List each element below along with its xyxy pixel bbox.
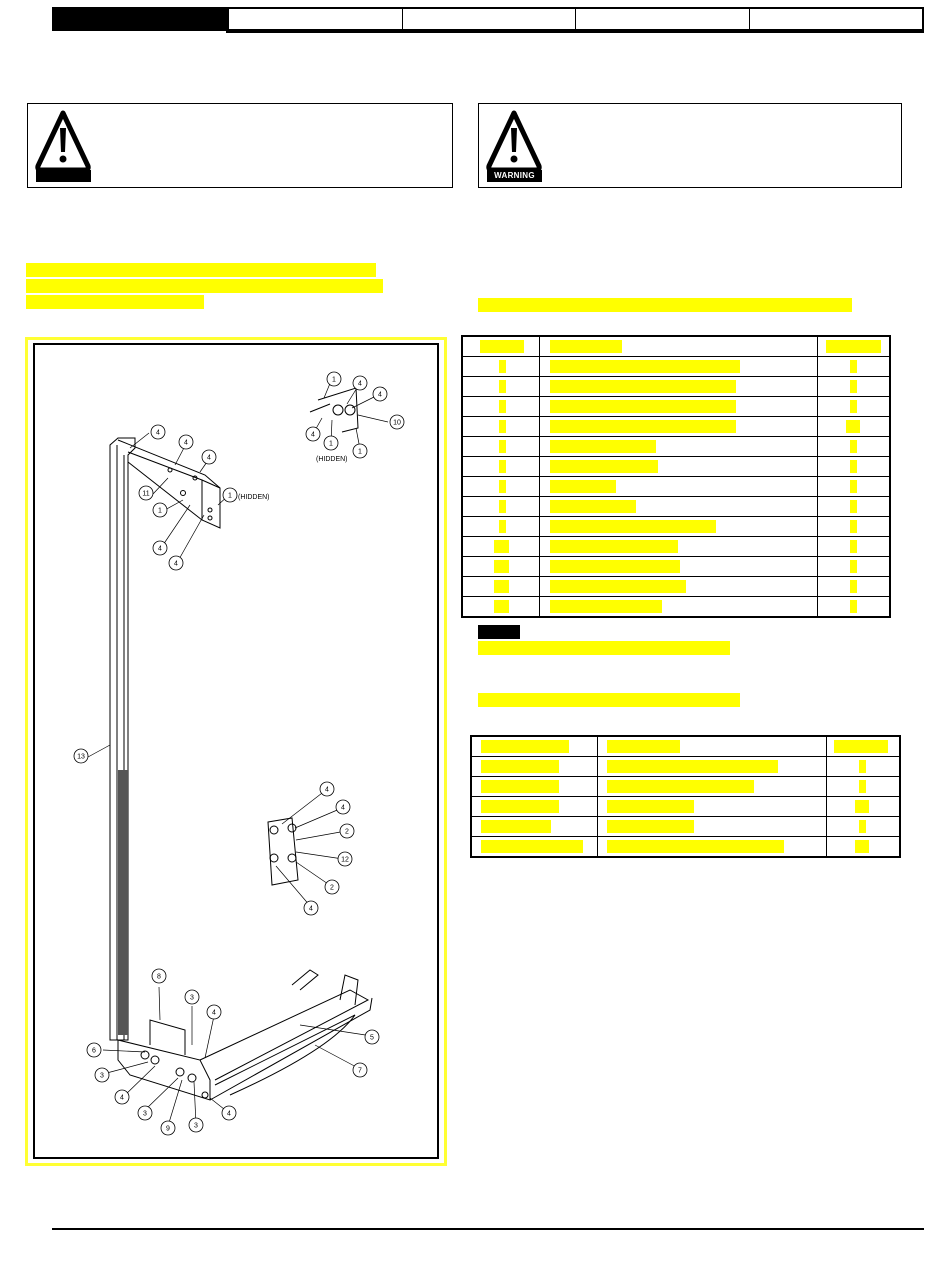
redacted-cell-text xyxy=(607,780,754,793)
redacted-cell-text xyxy=(499,360,506,373)
table-cell xyxy=(462,497,540,517)
table-row xyxy=(462,577,890,597)
redacted-cell-text xyxy=(550,440,656,453)
header-tab[interactable] xyxy=(576,9,750,29)
table-cell xyxy=(540,597,818,618)
table-cell xyxy=(540,477,818,497)
redacted-cell-text xyxy=(850,520,857,533)
table-cell xyxy=(540,437,818,457)
callout-number: 12 xyxy=(341,856,349,864)
table-cell xyxy=(462,397,540,417)
redacted-cell-text xyxy=(550,480,616,493)
table-row xyxy=(462,597,890,618)
table-cell xyxy=(462,577,540,597)
table-cell xyxy=(817,477,890,497)
redacted-cell-text xyxy=(499,380,506,393)
table-cell xyxy=(817,497,890,517)
redacted-note-line xyxy=(478,641,730,655)
table-cell xyxy=(462,336,540,357)
table-cell xyxy=(817,336,890,357)
redacted-cell-text xyxy=(499,500,506,513)
table-cell xyxy=(597,817,826,837)
callout-number: 5 xyxy=(370,1034,374,1042)
redacted-cell-text xyxy=(499,400,506,413)
table-cell xyxy=(540,577,818,597)
table-cell xyxy=(597,757,826,777)
footer-rule xyxy=(52,1228,924,1230)
redacted-cell-text xyxy=(850,560,857,573)
table-cell xyxy=(540,377,818,397)
redacted-cell-text xyxy=(481,760,559,773)
assembly-drawing xyxy=(35,345,437,1157)
redacted-cell-text xyxy=(481,840,583,853)
redacted-cell-text xyxy=(846,420,860,433)
table-cell xyxy=(540,417,818,437)
table-cell xyxy=(826,777,900,797)
table-row xyxy=(462,477,890,497)
redacted-cell-text xyxy=(607,820,694,833)
redacted-cell-text xyxy=(550,540,678,553)
table-row xyxy=(471,777,900,797)
callout-number: 1 xyxy=(158,507,162,515)
redacted-cell-text xyxy=(859,780,866,793)
redacted-cell-text xyxy=(855,840,869,853)
table-cell xyxy=(462,357,540,377)
table-cell xyxy=(597,797,826,817)
callout-number: 4 xyxy=(358,380,362,388)
callout-number: 11 xyxy=(142,490,150,498)
redacted-table-caption xyxy=(478,693,740,707)
table-cell xyxy=(826,736,900,757)
redacted-cell-text xyxy=(607,760,778,773)
table-cell xyxy=(540,557,818,577)
redacted-cell-text xyxy=(494,540,509,553)
redacted-cell-text xyxy=(850,480,857,493)
callout-number: 7 xyxy=(358,1067,362,1075)
redacted-cell-text xyxy=(850,380,857,393)
table-cell xyxy=(471,736,597,757)
table-cell xyxy=(826,797,900,817)
table-cell xyxy=(462,557,540,577)
redacted-cell-text xyxy=(550,520,716,533)
header-underline xyxy=(226,30,924,33)
redacted-cell-text xyxy=(481,800,559,813)
table-cell xyxy=(471,777,597,797)
table-cell xyxy=(817,417,890,437)
warning-label-right: WARNING xyxy=(487,170,542,182)
table-cell xyxy=(462,437,540,457)
table-row xyxy=(471,797,900,817)
table-cell xyxy=(826,837,900,858)
table-row xyxy=(471,757,900,777)
redacted-cell-text xyxy=(550,340,622,353)
header-tab[interactable] xyxy=(229,9,403,29)
callout-number: 1 xyxy=(228,492,232,500)
table-cell xyxy=(597,777,826,797)
table-row xyxy=(462,517,890,537)
redacted-cell-text xyxy=(850,500,857,513)
redacted-text-line xyxy=(26,263,376,277)
hidden-label-top: (HIDDEN) xyxy=(316,456,348,463)
redacted-cell-text xyxy=(834,740,888,753)
redacted-cell-text xyxy=(494,560,509,573)
hidden-label-side: (HIDDEN) xyxy=(238,494,270,501)
table-cell xyxy=(462,597,540,618)
header-tab-bar xyxy=(52,7,924,31)
redacted-cell-text xyxy=(850,460,857,473)
table-header-row xyxy=(471,736,900,757)
table-cell xyxy=(597,837,826,858)
table-cell xyxy=(471,817,597,837)
callout-number: 13 xyxy=(77,753,85,761)
table-row xyxy=(471,837,900,858)
callout-number: 4 xyxy=(311,431,315,439)
table-cell xyxy=(826,757,900,777)
table-cell xyxy=(817,457,890,477)
callout-number: 4 xyxy=(207,454,211,462)
redacted-cell-text xyxy=(850,540,857,553)
redacted-cell-text xyxy=(550,460,658,473)
redacted-cell-text xyxy=(481,740,569,753)
table-cell xyxy=(817,577,890,597)
table-cell xyxy=(540,397,818,417)
callout-number: 1 xyxy=(332,376,336,384)
table-cell xyxy=(817,517,890,537)
callout-number: 2 xyxy=(345,828,349,836)
redacted-cell-text xyxy=(550,420,736,433)
table-cell xyxy=(817,597,890,618)
redacted-cell-text xyxy=(494,580,509,593)
note-badge xyxy=(478,625,520,639)
table-row xyxy=(462,397,890,417)
table-cell xyxy=(540,336,818,357)
redacted-text-line xyxy=(26,295,204,309)
redacted-cell-text xyxy=(550,360,740,373)
warning-label-left xyxy=(36,170,91,182)
callout-number: 9 xyxy=(166,1125,170,1133)
table-cell xyxy=(471,797,597,817)
redacted-cell-text xyxy=(499,440,506,453)
redacted-cell-text xyxy=(481,820,551,833)
table-row xyxy=(462,357,890,377)
redacted-cell-text xyxy=(499,420,506,433)
redacted-cell-text xyxy=(607,800,694,813)
callout-number: 1 xyxy=(329,440,333,448)
callout-number: 3 xyxy=(190,994,194,1002)
redacted-cell-text xyxy=(607,740,680,753)
redacted-cell-text xyxy=(480,340,524,353)
redacted-cell-text xyxy=(499,460,506,473)
callout-number: 2 xyxy=(330,884,334,892)
header-tab[interactable] xyxy=(403,9,577,29)
redacted-cell-text xyxy=(499,520,506,533)
callout-number: 4 xyxy=(341,804,345,812)
table-cell xyxy=(540,457,818,477)
table-cell xyxy=(540,517,818,537)
callout-number: 4 xyxy=(212,1009,216,1017)
redacted-cell-text xyxy=(550,560,680,573)
table-cell xyxy=(462,377,540,397)
callout-number: 3 xyxy=(100,1072,104,1080)
redacted-cell-text xyxy=(607,840,784,853)
callout-number: 3 xyxy=(143,1110,147,1118)
table-row xyxy=(471,817,900,837)
callout-number: 8 xyxy=(157,973,161,981)
table-row xyxy=(462,557,890,577)
table-row xyxy=(462,377,890,397)
table-row xyxy=(462,537,890,557)
table-cell xyxy=(540,497,818,517)
parts-table xyxy=(461,335,891,618)
table-cell xyxy=(817,537,890,557)
callout-number: 6 xyxy=(92,1047,96,1055)
warning-box-right xyxy=(478,103,902,188)
table-cell xyxy=(462,477,540,497)
redacted-cell-text xyxy=(850,360,857,373)
redacted-cell-text xyxy=(850,440,857,453)
table-cell xyxy=(471,837,597,858)
table-cell xyxy=(817,357,890,377)
table-cell xyxy=(540,537,818,557)
redacted-cell-text xyxy=(550,380,736,393)
redacted-cell-text xyxy=(550,600,662,613)
callout-number: 4 xyxy=(309,905,313,913)
fixings-table xyxy=(470,735,901,858)
callout-number: 4 xyxy=(156,429,160,437)
table-cell xyxy=(462,517,540,537)
redacted-cell-text xyxy=(855,800,869,813)
callout-number: 4 xyxy=(378,391,382,399)
redacted-cell-text xyxy=(550,500,636,513)
callout-number: 4 xyxy=(325,786,329,794)
table-cell xyxy=(817,377,890,397)
redacted-cell-text xyxy=(481,780,559,793)
table-cell xyxy=(817,397,890,417)
table-cell xyxy=(471,757,597,777)
callout-number: 4 xyxy=(227,1110,231,1118)
callout-number: 4 xyxy=(158,545,162,553)
header-tab-active[interactable] xyxy=(54,9,229,29)
table-cell xyxy=(540,357,818,377)
redacted-cell-text xyxy=(826,340,881,353)
table-cell xyxy=(597,736,826,757)
table-row xyxy=(462,497,890,517)
redacted-cell-text xyxy=(859,760,866,773)
callout-number: 1 xyxy=(358,448,362,456)
table-cell xyxy=(817,557,890,577)
header-tab[interactable] xyxy=(750,9,923,29)
warning-box-left xyxy=(27,103,453,188)
table-cell xyxy=(462,537,540,557)
callout-number: 4 xyxy=(120,1094,124,1102)
table-row xyxy=(462,437,890,457)
redacted-cell-text xyxy=(550,580,686,593)
table-cell xyxy=(462,457,540,477)
redacted-cell-text xyxy=(494,600,509,613)
table-cell xyxy=(817,437,890,457)
table-row xyxy=(462,457,890,477)
table-cell xyxy=(826,817,900,837)
table-row xyxy=(462,417,890,437)
redacted-cell-text xyxy=(859,820,866,833)
callout-number: 4 xyxy=(174,560,178,568)
callout-number: 4 xyxy=(184,439,188,447)
redacted-cell-text xyxy=(499,480,506,493)
redacted-cell-text xyxy=(850,400,857,413)
redacted-cell-text xyxy=(850,580,857,593)
table-cell xyxy=(462,417,540,437)
redacted-cell-text xyxy=(850,600,857,613)
callout-number: 3 xyxy=(194,1122,198,1130)
redacted-cell-text xyxy=(550,400,736,413)
callout-number: 10 xyxy=(393,419,401,427)
redacted-table-caption xyxy=(478,298,852,312)
table-header-row xyxy=(462,336,890,357)
redacted-text-line xyxy=(26,279,383,293)
